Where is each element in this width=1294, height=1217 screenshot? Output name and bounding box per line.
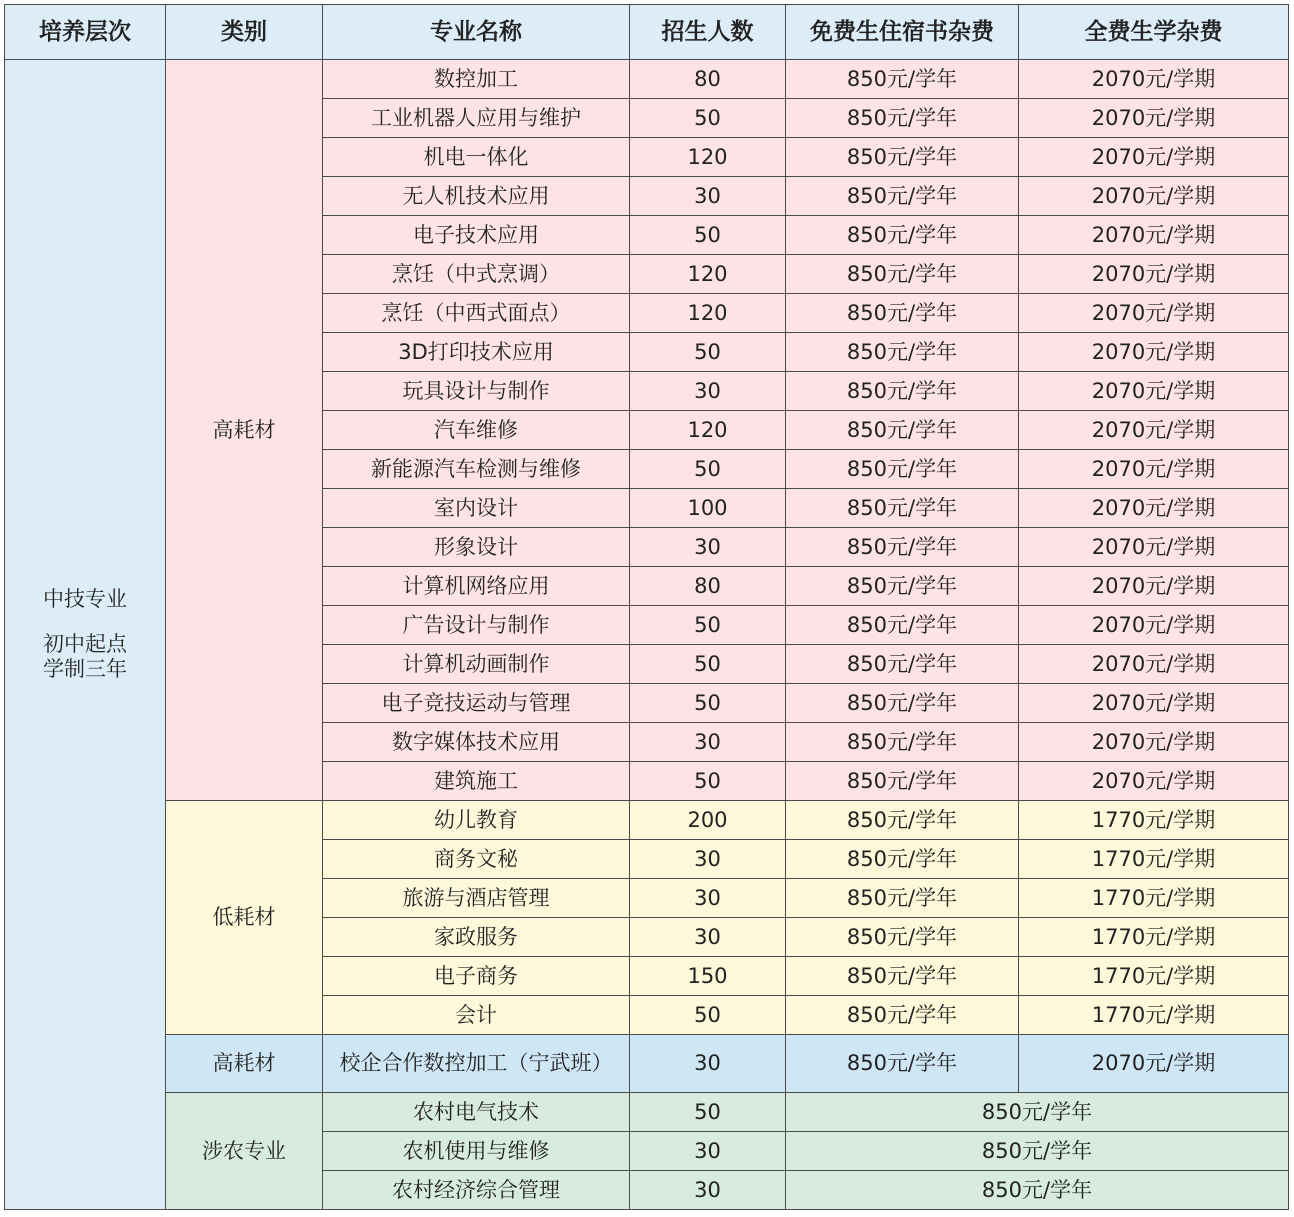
enrollment-cell: 50 [630, 216, 786, 255]
major-name-cell: 旅游与酒店管理 [323, 879, 630, 918]
major-name-cell: 幼儿教育 [323, 801, 630, 840]
free-student-fee-cell: 850元/学年 [786, 138, 1019, 177]
major-name-cell: 形象设计 [323, 528, 630, 567]
full-fee-cell: 2070元/学期 [1019, 1035, 1289, 1093]
free-student-fee-cell: 850元/学年 [786, 918, 1019, 957]
enrollment-cell: 80 [630, 60, 786, 99]
full-fee-cell: 2070元/学期 [1019, 606, 1289, 645]
free-student-fee-cell: 850元/学年 [786, 372, 1019, 411]
enrollment-cell: 30 [630, 1132, 786, 1171]
merged-fee-cell: 850元/学年 [786, 1171, 1289, 1210]
full-fee-cell: 2070元/学期 [1019, 567, 1289, 606]
free-student-fee-cell: 850元/学年 [786, 684, 1019, 723]
level-line-1: 中技专业 [43, 586, 127, 611]
major-name-cell: 烹饪（中式烹调） [323, 255, 630, 294]
level-line-2: 初中起点 [43, 631, 127, 656]
level-cell [5, 60, 166, 1210]
major-name-cell: 农村电气技术 [323, 1093, 630, 1132]
major-name-cell: 室内设计 [323, 489, 630, 528]
enrollment-cell: 50 [630, 450, 786, 489]
full-fee-cell: 1770元/学期 [1019, 840, 1289, 879]
full-fee-cell: 2070元/学期 [1019, 60, 1289, 99]
full-fee-cell: 1770元/学期 [1019, 879, 1289, 918]
enrollment-cell: 30 [630, 372, 786, 411]
major-name-cell: 机电一体化 [323, 138, 630, 177]
full-fee-cell: 1770元/学期 [1019, 918, 1289, 957]
header-full-fee: 全费生学杂费 [1019, 5, 1289, 60]
merged-fee-cell: 850元/学年 [786, 1132, 1289, 1171]
major-name-cell: 烹饪（中西式面点） [323, 294, 630, 333]
full-fee-cell: 2070元/学期 [1019, 762, 1289, 801]
full-fee-cell: 2070元/学期 [1019, 138, 1289, 177]
header-level: 培养层次 [5, 5, 166, 60]
free-student-fee-cell: 850元/学年 [786, 957, 1019, 996]
table-row [5, 801, 1289, 840]
header-free-student-fee: 免费生住宿书杂费 [786, 5, 1019, 60]
full-fee-cell: 2070元/学期 [1019, 411, 1289, 450]
major-name-cell: 建筑施工 [323, 762, 630, 801]
major-name-cell: 电子商务 [323, 957, 630, 996]
header-enrollment: 招生人数 [630, 5, 786, 60]
enrollment-cell: 150 [630, 957, 786, 996]
enrollment-cell: 120 [630, 138, 786, 177]
table-row [5, 1093, 1289, 1132]
free-student-fee-cell: 850元/学年 [786, 450, 1019, 489]
free-student-fee-cell: 850元/学年 [786, 294, 1019, 333]
enrollment-table [4, 4, 1289, 1210]
full-fee-cell: 2070元/学期 [1019, 528, 1289, 567]
full-fee-cell: 2070元/学期 [1019, 177, 1289, 216]
enrollment-cell: 50 [630, 762, 786, 801]
free-student-fee-cell: 850元/学年 [786, 762, 1019, 801]
full-fee-cell: 2070元/学期 [1019, 216, 1289, 255]
free-student-fee-cell: 850元/学年 [786, 489, 1019, 528]
full-fee-cell: 2070元/学期 [1019, 723, 1289, 762]
enrollment-cell: 30 [630, 1035, 786, 1093]
major-name-cell: 校企合作数控加工（宁武班） [323, 1035, 630, 1093]
major-name-cell: 计算机网络应用 [323, 567, 630, 606]
table-body [5, 60, 1289, 1210]
major-name-cell: 工业机器人应用与维护 [323, 99, 630, 138]
enrollment-cell: 50 [630, 684, 786, 723]
full-fee-cell: 2070元/学期 [1019, 333, 1289, 372]
major-name-cell: 广告设计与制作 [323, 606, 630, 645]
enrollment-cell: 30 [630, 528, 786, 567]
enrollment-cell: 200 [630, 801, 786, 840]
major-name-cell: 农村经济综合管理 [323, 1171, 630, 1210]
full-fee-cell: 1770元/学期 [1019, 957, 1289, 996]
enrollment-cell: 30 [630, 177, 786, 216]
free-student-fee-cell: 850元/学年 [786, 99, 1019, 138]
enrollment-cell: 30 [630, 840, 786, 879]
enrollment-cell: 120 [630, 255, 786, 294]
major-name-cell: 数字媒体技术应用 [323, 723, 630, 762]
free-student-fee-cell: 850元/学年 [786, 333, 1019, 372]
enrollment-cell: 50 [630, 996, 786, 1035]
level-line-3: 学制三年 [43, 657, 127, 682]
major-name-cell: 玩具设计与制作 [323, 372, 630, 411]
free-student-fee-cell: 850元/学年 [786, 879, 1019, 918]
header-category: 类别 [166, 5, 323, 60]
free-student-fee-cell: 850元/学年 [786, 528, 1019, 567]
free-student-fee-cell: 850元/学年 [786, 606, 1019, 645]
major-name-cell: 数控加工 [323, 60, 630, 99]
full-fee-cell: 2070元/学期 [1019, 294, 1289, 333]
major-name-cell: 电子技术应用 [323, 216, 630, 255]
enrollment-cell: 50 [630, 99, 786, 138]
enrollment-cell: 30 [630, 1171, 786, 1210]
free-student-fee-cell: 850元/学年 [786, 60, 1019, 99]
full-fee-cell: 2070元/学期 [1019, 255, 1289, 294]
header-major: 专业名称 [323, 5, 630, 60]
header-row [5, 5, 1289, 60]
enrollment-cell: 30 [630, 879, 786, 918]
major-name-cell: 无人机技术应用 [323, 177, 630, 216]
enrollment-cell: 120 [630, 411, 786, 450]
full-fee-cell: 2070元/学期 [1019, 450, 1289, 489]
enrollment-cell: 100 [630, 489, 786, 528]
full-fee-cell: 2070元/学期 [1019, 489, 1289, 528]
enrollment-cell: 50 [630, 606, 786, 645]
enrollment-cell: 50 [630, 1093, 786, 1132]
major-name-cell: 电子竞技运动与管理 [323, 684, 630, 723]
full-fee-cell: 2070元/学期 [1019, 99, 1289, 138]
major-name-cell: 3D打印技术应用 [323, 333, 630, 372]
enrollment-cell: 50 [630, 645, 786, 684]
table-row [5, 1035, 1289, 1093]
free-student-fee-cell: 850元/学年 [786, 801, 1019, 840]
major-name-cell: 新能源汽车检测与维修 [323, 450, 630, 489]
major-name-cell: 会计 [323, 996, 630, 1035]
free-student-fee-cell: 850元/学年 [786, 567, 1019, 606]
free-student-fee-cell: 850元/学年 [786, 177, 1019, 216]
major-name-cell: 农机使用与维修 [323, 1132, 630, 1171]
free-student-fee-cell: 850元/学年 [786, 645, 1019, 684]
major-name-cell: 计算机动画制作 [323, 645, 630, 684]
category-cell: 高耗材 [166, 60, 323, 801]
category-cell: 高耗材 [166, 1035, 323, 1093]
enrollment-cell: 120 [630, 294, 786, 333]
enrollment-cell: 80 [630, 567, 786, 606]
free-student-fee-cell: 850元/学年 [786, 996, 1019, 1035]
free-student-fee-cell: 850元/学年 [786, 255, 1019, 294]
enrollment-cell: 30 [630, 918, 786, 957]
full-fee-cell: 2070元/学期 [1019, 372, 1289, 411]
full-fee-cell: 2070元/学期 [1019, 684, 1289, 723]
merged-fee-cell: 850元/学年 [786, 1093, 1289, 1132]
category-cell: 涉农专业 [166, 1093, 323, 1210]
free-student-fee-cell: 850元/学年 [786, 840, 1019, 879]
free-student-fee-cell: 850元/学年 [786, 411, 1019, 450]
free-student-fee-cell: 850元/学年 [786, 1035, 1019, 1093]
free-student-fee-cell: 850元/学年 [786, 723, 1019, 762]
enrollment-cell: 30 [630, 723, 786, 762]
full-fee-cell: 1770元/学期 [1019, 801, 1289, 840]
major-name-cell: 商务文秘 [323, 840, 630, 879]
full-fee-cell: 1770元/学期 [1019, 996, 1289, 1035]
enrollment-cell: 50 [630, 333, 786, 372]
free-student-fee-cell: 850元/学年 [786, 216, 1019, 255]
table-row [5, 60, 1289, 99]
major-name-cell: 家政服务 [323, 918, 630, 957]
category-cell: 低耗材 [166, 801, 323, 1035]
full-fee-cell: 2070元/学期 [1019, 645, 1289, 684]
major-name-cell: 汽车维修 [323, 411, 630, 450]
